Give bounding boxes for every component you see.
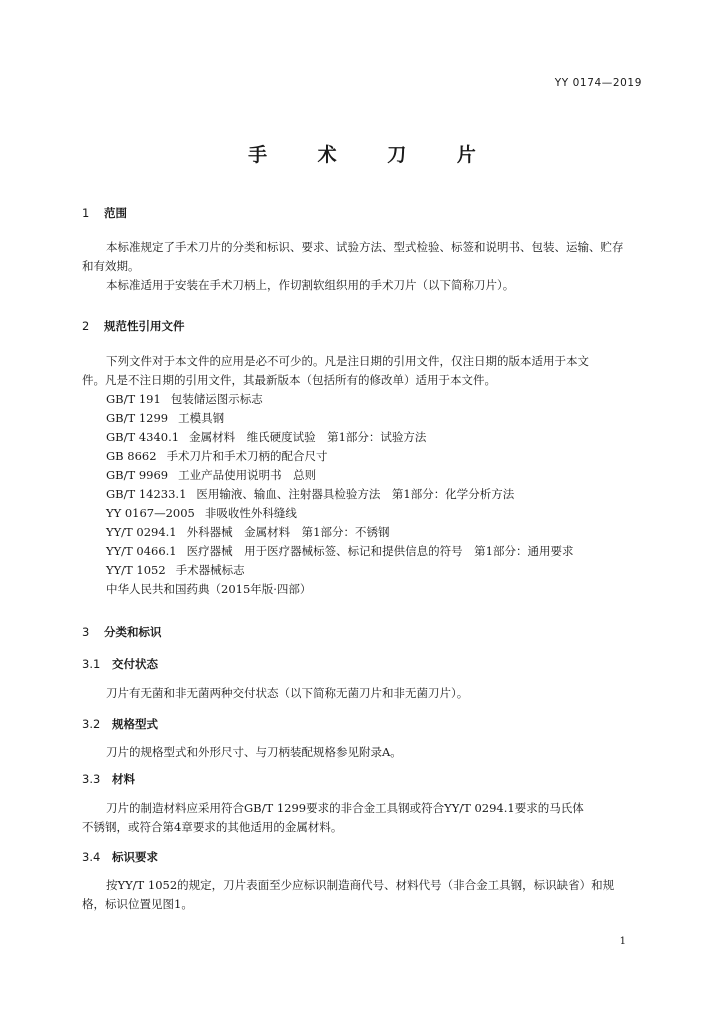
- subsection-3-1-heading: [82, 656, 158, 672]
- subsection-3-2-paragraph: [82, 743, 642, 762]
- section-title: 范围: [104, 206, 127, 220]
- reference-item: [106, 524, 389, 540]
- subsection-title: 材料: [112, 772, 135, 786]
- subsection-title: 交付状态: [112, 657, 158, 671]
- section-number: 1: [82, 206, 90, 220]
- text-line: 刀片的规格型式和外形尺寸、与刀柄装配规格参见附录A。: [106, 745, 402, 759]
- section-2-heading: [82, 318, 185, 334]
- text-line: 本标准规定了手术刀片的分类和标识、要求、试验方法、型式检验、标签和说明书、包装、运输、贮存: [106, 240, 624, 254]
- text-line: 刀片的制造材料应采用符合GB/T 1299要求的非合金工具钢或符合YY/T 0294.1要求的马氏体: [106, 801, 584, 815]
- section-1-heading: [82, 205, 127, 221]
- reference-item: [106, 391, 263, 407]
- reference-code: YY/T 0466.1: [106, 544, 177, 558]
- section-1-paragraph-2: [82, 276, 642, 295]
- reference-code: GB/T 9969: [106, 468, 169, 482]
- subsection-number: 3.2: [82, 717, 101, 731]
- standard-number: YY 0174—2019: [554, 77, 642, 89]
- reference-name: 手术器械标志: [175, 563, 245, 577]
- reference-item: [106, 448, 328, 464]
- page-title: 手 术 刀 片: [248, 144, 498, 166]
- subsection-title: 规格型式: [112, 717, 158, 731]
- text-line: 和有效期。: [82, 259, 140, 273]
- section-2-paragraph: [82, 352, 642, 390]
- section-1-paragraph-1: [82, 238, 642, 276]
- section-title: 规范性引用文件: [104, 319, 185, 333]
- subsection-3-1-paragraph: [82, 684, 642, 703]
- text-line: 下列文件对于本文件的应用是必不可少的。凡是注日期的引用文件，仅注日期的版本适用于本文: [106, 354, 589, 368]
- reference-code: GB 8662: [106, 449, 157, 463]
- section-3-heading: [82, 624, 162, 640]
- subsection-3-3-heading: [82, 771, 135, 787]
- subsection-3-2-heading: [82, 716, 158, 732]
- text-line: 刀片有无菌和非无菌两种交付状态（以下简称无菌刀片和非无菌刀片）。: [106, 686, 469, 700]
- subsection-3-4-heading: [82, 849, 158, 865]
- subsection-3-4-paragraph: [82, 876, 642, 914]
- reference-code: YY/T 0294.1: [106, 525, 177, 539]
- reference-item: [106, 410, 224, 426]
- reference-name: 医疗器械 用于医疗器械标签、标记和提供信息的符号 第1部分：通用要求: [186, 544, 574, 558]
- reference-code: GB/T 14233.1: [106, 487, 187, 501]
- reference-code: GB/T 1299: [106, 411, 169, 425]
- text-line: 格，标识位置见图1。: [82, 897, 193, 911]
- reference-name: 工业产品使用说明书 总则: [178, 468, 317, 482]
- reference-code: YY 0167—2005: [106, 506, 195, 520]
- reference-item: [106, 505, 297, 521]
- subsection-number: 3.3: [82, 772, 101, 786]
- reference-name: 医用输液、输血、注射器具检验方法 第1部分：化学分析方法: [196, 487, 515, 501]
- reference-name: 中华人民共和国药典（2015年版·四部）: [106, 582, 312, 596]
- reference-item: [106, 467, 316, 483]
- reference-code: YY/T 1052: [106, 563, 166, 577]
- subsection-title: 标识要求: [112, 850, 158, 864]
- reference-item: [106, 543, 573, 559]
- section-title: 分类和标识: [104, 625, 162, 639]
- reference-name: 工模具钢: [178, 411, 225, 425]
- reference-name: 金属材料 维氏硬度试验 第1部分：试验方法: [189, 430, 427, 444]
- reference-code: GB/T 191: [106, 392, 161, 406]
- reference-item: [106, 486, 514, 502]
- reference-code: GB/T 4340.1: [106, 430, 180, 444]
- reference-name: 手术刀片和手术刀柄的配合尺寸: [166, 449, 328, 463]
- text-line: 本标准适用于安装在手术刀柄上，作切割软组织用的手术刀片（以下简称刀片）。: [106, 278, 515, 292]
- reference-name: 外科器械 金属材料 第1部分：不锈钢: [186, 525, 390, 539]
- section-number: 3: [82, 625, 90, 639]
- reference-item: [106, 562, 245, 578]
- reference-item: [106, 429, 426, 445]
- section-number: 2: [82, 319, 90, 333]
- reference-name: 非吸收性外科缝线: [204, 506, 297, 520]
- subsection-number: 3.4: [82, 850, 101, 864]
- reference-name: 包装储运图示标志: [170, 392, 263, 406]
- page-number: 1: [619, 936, 626, 947]
- reference-item: [106, 581, 311, 597]
- subsection-3-3-paragraph: [82, 799, 642, 837]
- subsection-number: 3.1: [82, 657, 101, 671]
- text-line: 按YY/T 1052的规定，刀片表面至少应标识制造商代号、材料代号（非合金工具钢，标识缺省）和规: [106, 878, 615, 892]
- text-line: 件。凡是不注日期的引用文件，其最新版本（包括所有的修改单）适用于本文件。: [82, 373, 496, 387]
- text-line: 不锈钢，或符合第4章要求的其他适用的金属材料。: [82, 820, 343, 834]
